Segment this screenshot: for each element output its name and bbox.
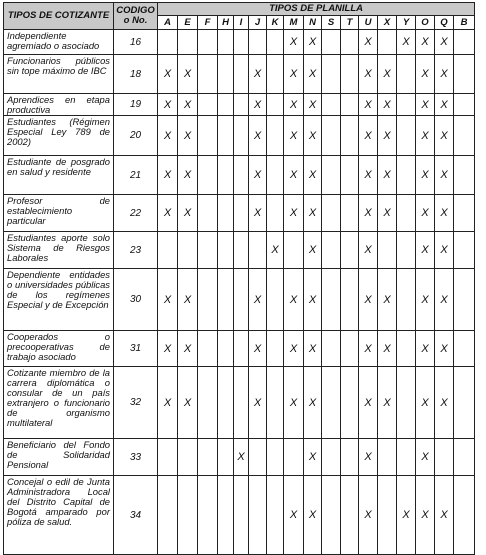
cotizante-code: 32 bbox=[114, 367, 158, 439]
mark-a: X bbox=[158, 156, 178, 195]
empty-cell-t bbox=[341, 476, 359, 555]
empty-cell-k bbox=[267, 476, 284, 555]
mark-n: X bbox=[304, 55, 322, 94]
empty-cell-k bbox=[267, 367, 284, 439]
empty-cell-k bbox=[267, 30, 284, 55]
empty-cell-t bbox=[341, 156, 359, 195]
empty-cell-y bbox=[397, 439, 416, 476]
empty-cell-b bbox=[454, 55, 475, 94]
cotizante-row bbox=[4, 116, 475, 156]
mark-u: X bbox=[359, 30, 378, 55]
cotizante-row bbox=[4, 30, 475, 55]
empty-cell-k bbox=[267, 269, 284, 331]
mark-m: X bbox=[284, 476, 304, 555]
cotizante-name: Funcionarios públicos sin tope máximo de IBC bbox=[4, 55, 114, 94]
mark-u: X bbox=[359, 55, 378, 94]
mark-a: X bbox=[158, 195, 178, 232]
empty-cell-b bbox=[454, 367, 475, 439]
cotizante-row bbox=[4, 269, 475, 331]
empty-cell-b bbox=[454, 476, 475, 555]
empty-cell-j bbox=[249, 232, 267, 269]
empty-cell-k bbox=[267, 439, 284, 476]
mark-j: X bbox=[249, 367, 267, 439]
mark-q: X bbox=[435, 30, 454, 55]
mark-n: X bbox=[304, 232, 322, 269]
empty-cell-h bbox=[218, 331, 234, 367]
cotizante-name: Aprendices en etapa productiva bbox=[4, 94, 114, 116]
empty-cell-b bbox=[454, 439, 475, 476]
mark-x: X bbox=[378, 195, 397, 232]
empty-cell-b bbox=[454, 195, 475, 232]
tipos-planilla-header: TIPOS DE PLANILLA bbox=[158, 3, 475, 16]
cotizante-row bbox=[4, 476, 475, 555]
cotizante-name: Estudiantes (Régimen Especial Ley 789 de 2002) bbox=[4, 116, 114, 156]
empty-cell-m bbox=[284, 232, 304, 269]
cotizante-code: 21 bbox=[114, 156, 158, 195]
mark-m: X bbox=[284, 269, 304, 331]
empty-cell-h bbox=[218, 439, 234, 476]
tipos-planilla-table bbox=[3, 2, 475, 555]
empty-cell-s bbox=[322, 232, 341, 269]
mark-o: X bbox=[416, 94, 435, 116]
mark-x: X bbox=[378, 367, 397, 439]
empty-cell-s bbox=[322, 30, 341, 55]
planilla-column-b: B bbox=[454, 16, 475, 30]
mark-n: X bbox=[304, 439, 322, 476]
empty-cell-b bbox=[454, 269, 475, 331]
mark-x: X bbox=[378, 269, 397, 331]
empty-cell-h bbox=[218, 94, 234, 116]
mark-q: X bbox=[435, 367, 454, 439]
empty-cell-s bbox=[322, 331, 341, 367]
mark-o: X bbox=[416, 30, 435, 55]
empty-cell-t bbox=[341, 116, 359, 156]
empty-cell-i bbox=[234, 269, 249, 331]
empty-cell-h bbox=[218, 116, 234, 156]
cotizante-name: Cotizante miembro de la carrera diplomática o consular de un país extranjero o funcionario de organismo multilateral bbox=[4, 367, 114, 439]
empty-cell-f bbox=[198, 156, 218, 195]
empty-cell-y bbox=[397, 367, 416, 439]
planilla-column-m: M bbox=[284, 16, 304, 30]
empty-cell-e bbox=[178, 439, 198, 476]
empty-cell-x bbox=[378, 30, 397, 55]
cotizante-code: 18 bbox=[114, 55, 158, 94]
planilla-column-h: H bbox=[218, 16, 234, 30]
mark-o: X bbox=[416, 156, 435, 195]
mark-i: X bbox=[234, 439, 249, 476]
cotizante-code: 22 bbox=[114, 195, 158, 232]
mark-o: X bbox=[416, 331, 435, 367]
mark-o: X bbox=[416, 195, 435, 232]
mark-n: X bbox=[304, 156, 322, 195]
mark-e: X bbox=[178, 331, 198, 367]
mark-a: X bbox=[158, 269, 178, 331]
mark-o: X bbox=[416, 476, 435, 555]
empty-cell-t bbox=[341, 30, 359, 55]
empty-cell-k bbox=[267, 331, 284, 367]
cotizante-row bbox=[4, 156, 475, 195]
cotizante-name: Estudiante de posgrado en salud y residente bbox=[4, 156, 114, 195]
planilla-column-t: T bbox=[341, 16, 359, 30]
mark-e: X bbox=[178, 367, 198, 439]
empty-cell-a bbox=[158, 232, 178, 269]
empty-cell-t bbox=[341, 269, 359, 331]
mark-m: X bbox=[284, 331, 304, 367]
cotizante-code: 19 bbox=[114, 94, 158, 116]
mark-e: X bbox=[178, 55, 198, 94]
empty-cell-y bbox=[397, 331, 416, 367]
cotizante-name: Independiente agremiado o asociado bbox=[4, 30, 114, 55]
mark-j: X bbox=[249, 94, 267, 116]
empty-cell-f bbox=[198, 55, 218, 94]
cotizante-row bbox=[4, 439, 475, 476]
mark-n: X bbox=[304, 195, 322, 232]
cotizante-row bbox=[4, 195, 475, 232]
planilla-column-u: U bbox=[359, 16, 378, 30]
mark-n: X bbox=[304, 116, 322, 156]
cotizante-name: Cooperados o precooperativas de trabajo asociado bbox=[4, 331, 114, 367]
mark-y: X bbox=[397, 30, 416, 55]
mark-x: X bbox=[378, 55, 397, 94]
empty-cell-i bbox=[234, 232, 249, 269]
empty-cell-t bbox=[341, 94, 359, 116]
mark-u: X bbox=[359, 269, 378, 331]
empty-cell-f bbox=[198, 331, 218, 367]
mark-n: X bbox=[304, 30, 322, 55]
mark-q: X bbox=[435, 476, 454, 555]
mark-e: X bbox=[178, 116, 198, 156]
mark-a: X bbox=[158, 94, 178, 116]
mark-m: X bbox=[284, 116, 304, 156]
mark-u: X bbox=[359, 476, 378, 555]
planilla-column-i: I bbox=[234, 16, 249, 30]
mark-q: X bbox=[435, 331, 454, 367]
cotizante-row bbox=[4, 232, 475, 269]
empty-cell-a bbox=[158, 439, 178, 476]
empty-cell-f bbox=[198, 232, 218, 269]
empty-cell-s bbox=[322, 55, 341, 94]
cotizante-code: 33 bbox=[114, 439, 158, 476]
empty-cell-s bbox=[322, 156, 341, 195]
mark-j: X bbox=[249, 195, 267, 232]
empty-cell-s bbox=[322, 476, 341, 555]
empty-cell-b bbox=[454, 116, 475, 156]
empty-cell-s bbox=[322, 94, 341, 116]
mark-u: X bbox=[359, 331, 378, 367]
header-row-1 bbox=[4, 3, 475, 16]
mark-q: X bbox=[435, 94, 454, 116]
mark-u: X bbox=[359, 94, 378, 116]
mark-j: X bbox=[249, 116, 267, 156]
empty-cell-i bbox=[234, 331, 249, 367]
empty-cell-k bbox=[267, 55, 284, 94]
empty-cell-h bbox=[218, 195, 234, 232]
mark-e: X bbox=[178, 156, 198, 195]
empty-cell-i bbox=[234, 367, 249, 439]
mark-o: X bbox=[416, 269, 435, 331]
empty-cell-f bbox=[198, 476, 218, 555]
cotizante-name: Dependiente entidades o universidades públicas de los regímenes Especial y de Excepción bbox=[4, 269, 114, 331]
mark-u: X bbox=[359, 116, 378, 156]
empty-cell-s bbox=[322, 439, 341, 476]
empty-cell-f bbox=[198, 94, 218, 116]
empty-cell-s bbox=[322, 195, 341, 232]
empty-cell-k bbox=[267, 195, 284, 232]
empty-cell-q bbox=[435, 439, 454, 476]
empty-cell-i bbox=[234, 195, 249, 232]
empty-cell-x bbox=[378, 439, 397, 476]
mark-q: X bbox=[435, 116, 454, 156]
mark-n: X bbox=[304, 367, 322, 439]
cotizante-name: Profesor de establecimiento particular bbox=[4, 195, 114, 232]
empty-cell-f bbox=[198, 367, 218, 439]
codigo-header: CODIGO o No. bbox=[114, 3, 158, 30]
mark-m: X bbox=[284, 94, 304, 116]
empty-cell-f bbox=[198, 439, 218, 476]
planilla-column-n: N bbox=[304, 16, 322, 30]
mark-x: X bbox=[378, 116, 397, 156]
planilla-column-k: K bbox=[267, 16, 284, 30]
empty-cell-y bbox=[397, 55, 416, 94]
empty-cell-j bbox=[249, 439, 267, 476]
empty-cell-t bbox=[341, 439, 359, 476]
cotizante-row bbox=[4, 94, 475, 116]
empty-cell-h bbox=[218, 367, 234, 439]
empty-cell-e bbox=[178, 30, 198, 55]
cotizante-row bbox=[4, 367, 475, 439]
cotizante-code: 31 bbox=[114, 331, 158, 367]
empty-cell-f bbox=[198, 269, 218, 331]
mark-u: X bbox=[359, 156, 378, 195]
mark-o: X bbox=[416, 232, 435, 269]
planilla-column-j: J bbox=[249, 16, 267, 30]
empty-cell-b bbox=[454, 331, 475, 367]
empty-cell-f bbox=[198, 116, 218, 156]
mark-y: X bbox=[397, 476, 416, 555]
mark-o: X bbox=[416, 55, 435, 94]
empty-cell-j bbox=[249, 476, 267, 555]
mark-q: X bbox=[435, 156, 454, 195]
mark-n: X bbox=[304, 94, 322, 116]
empty-cell-i bbox=[234, 94, 249, 116]
mark-o: X bbox=[416, 439, 435, 476]
empty-cell-y bbox=[397, 195, 416, 232]
mark-a: X bbox=[158, 367, 178, 439]
empty-cell-k bbox=[267, 156, 284, 195]
tipos-cotizante-header: TIPOS DE COTIZANTE bbox=[4, 3, 114, 30]
empty-cell-h bbox=[218, 156, 234, 195]
mark-u: X bbox=[359, 439, 378, 476]
mark-q: X bbox=[435, 195, 454, 232]
empty-cell-h bbox=[218, 55, 234, 94]
cotizante-code: 30 bbox=[114, 269, 158, 331]
mark-n: X bbox=[304, 269, 322, 331]
mark-m: X bbox=[284, 156, 304, 195]
empty-cell-b bbox=[454, 94, 475, 116]
empty-cell-a bbox=[158, 476, 178, 555]
empty-cell-b bbox=[454, 156, 475, 195]
empty-cell-y bbox=[397, 94, 416, 116]
mark-j: X bbox=[249, 331, 267, 367]
empty-cell-j bbox=[249, 30, 267, 55]
mark-u: X bbox=[359, 232, 378, 269]
empty-cell-k bbox=[267, 94, 284, 116]
empty-cell-i bbox=[234, 116, 249, 156]
empty-cell-x bbox=[378, 476, 397, 555]
empty-cell-b bbox=[454, 232, 475, 269]
empty-cell-b bbox=[454, 30, 475, 55]
mark-m: X bbox=[284, 195, 304, 232]
planilla-column-x: X bbox=[378, 16, 397, 30]
empty-cell-k bbox=[267, 116, 284, 156]
mark-u: X bbox=[359, 195, 378, 232]
mark-j: X bbox=[249, 55, 267, 94]
mark-k: X bbox=[267, 232, 284, 269]
empty-cell-e bbox=[178, 476, 198, 555]
cotizante-name: Concejal o edil de Junta Administradora Local del Distrito Capital de Bogotá amparado por póliza de salud. bbox=[4, 476, 114, 555]
mark-q: X bbox=[435, 232, 454, 269]
empty-cell-h bbox=[218, 476, 234, 555]
empty-cell-i bbox=[234, 156, 249, 195]
mark-a: X bbox=[158, 331, 178, 367]
mark-q: X bbox=[435, 55, 454, 94]
empty-cell-i bbox=[234, 55, 249, 94]
empty-cell-t bbox=[341, 232, 359, 269]
cotizante-code: 23 bbox=[114, 232, 158, 269]
mark-o: X bbox=[416, 367, 435, 439]
empty-cell-t bbox=[341, 331, 359, 367]
empty-cell-s bbox=[322, 116, 341, 156]
mark-e: X bbox=[178, 269, 198, 331]
empty-cell-y bbox=[397, 269, 416, 331]
mark-e: X bbox=[178, 94, 198, 116]
planilla-column-a: A bbox=[158, 16, 178, 30]
mark-n: X bbox=[304, 476, 322, 555]
cotizante-row bbox=[4, 331, 475, 367]
planilla-column-q: Q bbox=[435, 16, 454, 30]
mark-m: X bbox=[284, 55, 304, 94]
cotizante-row bbox=[4, 55, 475, 94]
empty-cell-m bbox=[284, 439, 304, 476]
mark-x: X bbox=[378, 331, 397, 367]
mark-j: X bbox=[249, 156, 267, 195]
cotizante-name: Estudiantes aporte solo Sistema de Riesgos Laborales bbox=[4, 232, 114, 269]
mark-a: X bbox=[158, 55, 178, 94]
mark-q: X bbox=[435, 269, 454, 331]
mark-j: X bbox=[249, 269, 267, 331]
mark-u: X bbox=[359, 367, 378, 439]
empty-cell-t bbox=[341, 195, 359, 232]
planilla-table-wrapper bbox=[3, 2, 475, 555]
empty-cell-i bbox=[234, 30, 249, 55]
empty-cell-s bbox=[322, 269, 341, 331]
planilla-column-o: O bbox=[416, 16, 435, 30]
empty-cell-s bbox=[322, 367, 341, 439]
mark-a: X bbox=[158, 116, 178, 156]
mark-o: X bbox=[416, 116, 435, 156]
empty-cell-h bbox=[218, 30, 234, 55]
empty-cell-e bbox=[178, 232, 198, 269]
mark-m: X bbox=[284, 367, 304, 439]
empty-cell-f bbox=[198, 30, 218, 55]
empty-cell-y bbox=[397, 116, 416, 156]
empty-cell-t bbox=[341, 55, 359, 94]
planilla-column-e: E bbox=[178, 16, 198, 30]
planilla-column-y: Y bbox=[397, 16, 416, 30]
mark-x: X bbox=[378, 94, 397, 116]
empty-cell-y bbox=[397, 232, 416, 269]
empty-cell-f bbox=[198, 195, 218, 232]
cotizante-name: Beneficiario del Fondo de Solidaridad Pensional bbox=[4, 439, 114, 476]
empty-cell-i bbox=[234, 476, 249, 555]
mark-n: X bbox=[304, 331, 322, 367]
empty-cell-h bbox=[218, 269, 234, 331]
cotizante-code: 34 bbox=[114, 476, 158, 555]
planilla-column-f: F bbox=[198, 16, 218, 30]
planilla-column-s: S bbox=[322, 16, 341, 30]
empty-cell-a bbox=[158, 30, 178, 55]
mark-m: X bbox=[284, 30, 304, 55]
cotizante-code: 20 bbox=[114, 116, 158, 156]
cotizante-code: 16 bbox=[114, 30, 158, 55]
mark-e: X bbox=[178, 195, 198, 232]
empty-cell-x bbox=[378, 232, 397, 269]
empty-cell-y bbox=[397, 156, 416, 195]
empty-cell-h bbox=[218, 232, 234, 269]
mark-x: X bbox=[378, 156, 397, 195]
empty-cell-t bbox=[341, 367, 359, 439]
